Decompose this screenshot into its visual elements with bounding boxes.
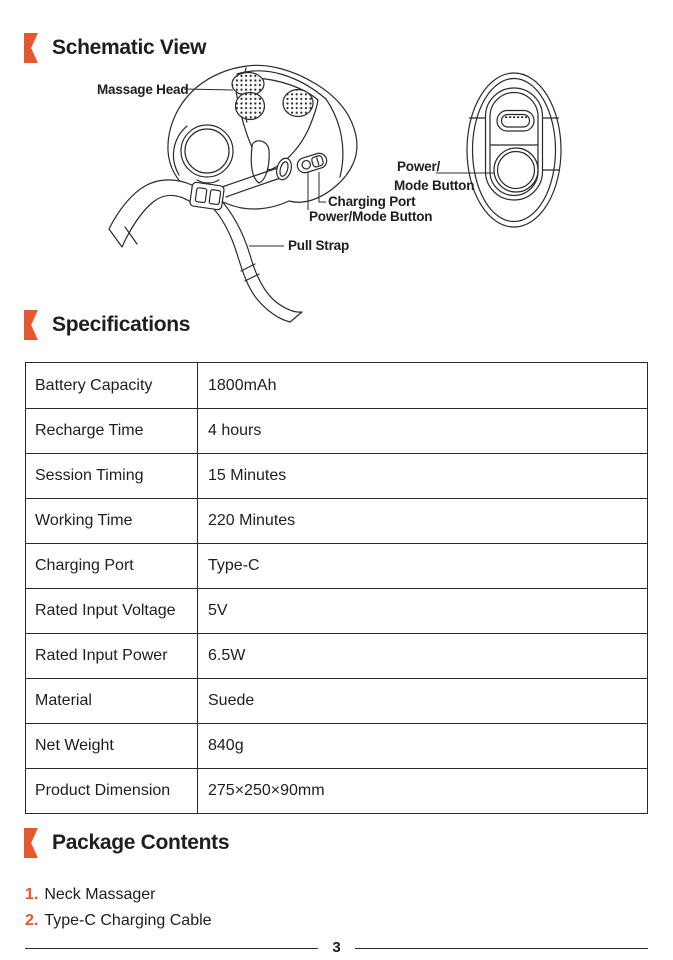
specifications-title: Specifications [52,313,191,336]
spec-label: Session Timing [26,454,198,498]
spec-label: Battery Capacity [26,363,198,408]
spec-label: Material [26,679,198,723]
table-row [26,543,647,588]
spec-label: Charging Port [26,544,198,588]
table-row [26,453,647,498]
button-panel-detail-drawing [467,73,561,227]
table-row [26,498,647,543]
table-row [26,723,647,768]
spec-value: 4 hours [208,422,262,439]
label-pull-strap: Pull Strap [288,238,350,253]
spec-value: 220 Minutes [208,512,296,529]
spec-label: Net Weight [26,724,198,768]
label-charging-port: Charging Port [328,194,416,209]
item-text: Type-C Charging Cable [44,911,212,929]
spec-label: Working Time [26,499,198,543]
table-row [26,363,647,408]
usb-c-port-drawing [497,111,534,132]
label-power-mode-detail-line1: Power/ [397,159,441,174]
spec-value: 15 Minutes [208,467,287,484]
label-power-mode-detail-line2: Mode Button [394,177,475,193]
label-power-mode-button-detail [394,158,474,195]
section-header-schematic-view [24,33,206,63]
spec-value: 840g [208,737,244,754]
page-footer [25,940,648,957]
item-number: 2. [25,911,39,929]
spec-value: Suede [208,692,255,709]
spec-value: Type-C [208,557,260,574]
table-row [26,633,647,678]
item-text: Neck Massager [44,886,156,903]
list-item [25,908,212,934]
specifications-table [25,362,648,814]
footer-rule-left [25,948,318,949]
package-contents-list [25,882,212,933]
spec-value: 275×250×90mm [208,782,325,799]
schematic-view-title: Schematic View [52,36,207,59]
spec-label: Rated Input Voltage [26,589,198,633]
table-row [26,768,647,813]
label-massage-head: Massage Head [97,82,189,97]
section-header-package-contents [24,828,229,858]
page-number: 3 [332,939,341,956]
section-marker-icon [24,828,45,858]
spec-label: Product Dimension [26,769,198,813]
buckle-drawing [189,182,224,210]
spec-value: 5V [208,602,228,619]
label-power-mode-button: Power/Mode Button [309,209,433,224]
package-contents-title: Package Contents [52,831,230,854]
power-button-drawing [494,148,538,192]
spec-label: Recharge Time [26,409,198,453]
item-number: 1. [25,886,39,903]
section-marker-icon [24,33,45,63]
list-item [25,882,212,908]
section-marker-icon [24,310,45,340]
table-row [26,408,647,453]
table-row [26,678,647,723]
footer-rule-right [355,948,648,949]
section-header-specifications [24,310,190,340]
spec-value: 6.5W [208,647,246,664]
spec-label: Rated Input Power [26,634,198,678]
spec-value: 1800mAh [208,376,277,394]
table-row [26,588,647,633]
